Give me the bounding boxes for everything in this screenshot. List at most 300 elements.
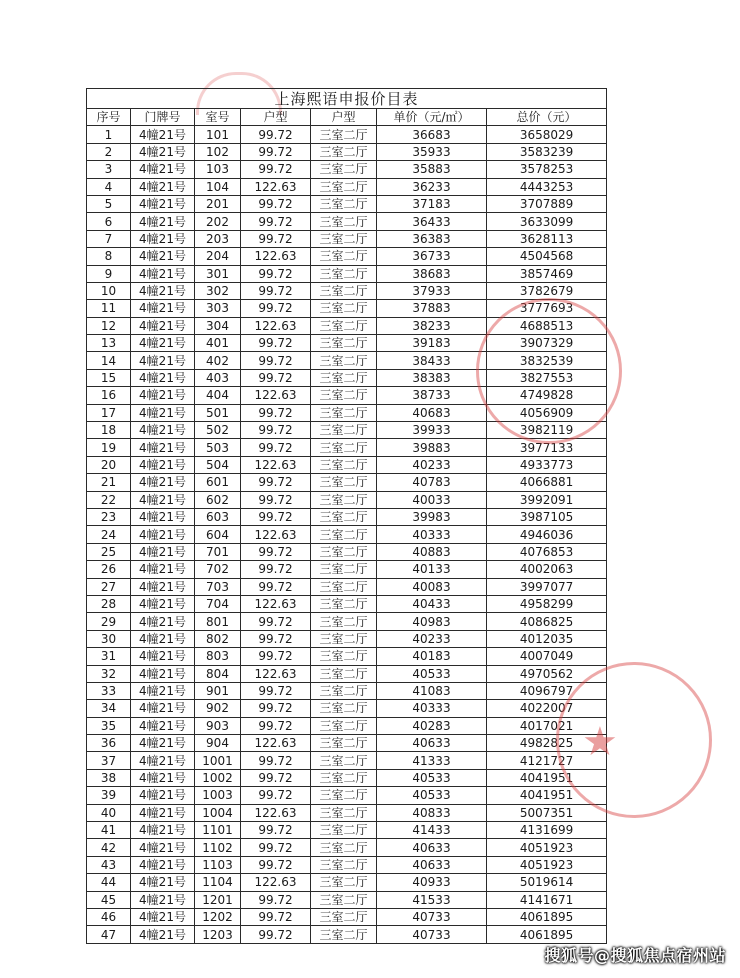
header-cell: 序号: [87, 109, 131, 126]
table-cell: 24: [87, 526, 131, 543]
table-cell: 40283: [377, 717, 487, 734]
table-cell: 三室二厅: [311, 387, 377, 404]
table-cell: 99.72: [241, 300, 311, 317]
table-cell: 99.72: [241, 856, 311, 873]
table-row: [87, 195, 607, 212]
header-cell: 单价（元/㎡）: [377, 109, 487, 126]
table-cell: 三室二厅: [311, 752, 377, 769]
table-cell: 4幢21号: [131, 700, 195, 717]
table-cell: 39883: [377, 439, 487, 456]
header-cell: 户型: [311, 109, 377, 126]
table-cell: 4007049: [487, 648, 607, 665]
table-cell: 37933: [377, 282, 487, 299]
table-row: [87, 682, 607, 699]
table-cell: 三室二厅: [311, 908, 377, 925]
table-cell: 三室二厅: [311, 161, 377, 178]
table-row: [87, 369, 607, 386]
table-cell: 4幢21号: [131, 926, 195, 943]
table-cell: 3583239: [487, 143, 607, 160]
table-row: [87, 404, 607, 421]
table-cell: 40333: [377, 526, 487, 543]
table-cell: 4幢21号: [131, 578, 195, 595]
table-row: [87, 317, 607, 334]
table-cell: 4幢21号: [131, 195, 195, 212]
table-cell: 3658029: [487, 126, 607, 143]
table-cell: 204: [195, 248, 241, 265]
table-cell: 703: [195, 578, 241, 595]
table-cell: 40533: [377, 769, 487, 786]
table-row: [87, 769, 607, 786]
table-cell: 1203: [195, 926, 241, 943]
table-cell: 40733: [377, 908, 487, 925]
table-cell: 122.63: [241, 595, 311, 612]
table-cell: 901: [195, 682, 241, 699]
table-cell: 40533: [377, 787, 487, 804]
table-cell: 35883: [377, 161, 487, 178]
table-cell: 三室二厅: [311, 335, 377, 352]
table-row: [87, 630, 607, 647]
table-cell: 99.72: [241, 908, 311, 925]
table-cell: 40033: [377, 491, 487, 508]
table-row: [87, 700, 607, 717]
table-cell: 45: [87, 891, 131, 908]
table-cell: 802: [195, 630, 241, 647]
table-cell: 4幢21号: [131, 369, 195, 386]
table-cell: 三室二厅: [311, 369, 377, 386]
table-cell: 99.72: [241, 839, 311, 856]
table-cell: 99.72: [241, 352, 311, 369]
table-cell: 4056909: [487, 404, 607, 421]
table-cell: 三室二厅: [311, 648, 377, 665]
table-cell: 3982119: [487, 422, 607, 439]
table-cell: 4051923: [487, 839, 607, 856]
table-cell: 25: [87, 543, 131, 560]
table-cell: 4幢21号: [131, 717, 195, 734]
table-cell: 40433: [377, 595, 487, 612]
table-cell: 38683: [377, 265, 487, 282]
table-cell: 31: [87, 648, 131, 665]
table-cell: 99.72: [241, 491, 311, 508]
table-cell: 41: [87, 822, 131, 839]
table-cell: 3707889: [487, 195, 607, 212]
table-cell: 三室二厅: [311, 526, 377, 543]
table-cell: 40133: [377, 561, 487, 578]
table-cell: 4086825: [487, 613, 607, 630]
table-cell: 99.72: [241, 422, 311, 439]
table-cell: 122.63: [241, 526, 311, 543]
table-cell: 29: [87, 613, 131, 630]
table-cell: 28: [87, 595, 131, 612]
table-cell: 三室二厅: [311, 230, 377, 247]
table-row: [87, 335, 607, 352]
table-cell: 8: [87, 248, 131, 265]
table-cell: 4幢21号: [131, 126, 195, 143]
table-cell: 30: [87, 630, 131, 647]
table-cell: 4幢21号: [131, 682, 195, 699]
table-row: [87, 891, 607, 908]
table-cell: 三室二厅: [311, 891, 377, 908]
table-cell: 三室二厅: [311, 856, 377, 873]
table-cell: 三室二厅: [311, 456, 377, 473]
table-cell: 40633: [377, 839, 487, 856]
table-row: [87, 248, 607, 265]
title-row: [87, 89, 607, 109]
table-cell: 4幢21号: [131, 856, 195, 873]
table-cell: 40333: [377, 700, 487, 717]
header-cell: 总价（元）: [487, 109, 607, 126]
table-cell: 4幢21号: [131, 248, 195, 265]
table-cell: 3578253: [487, 161, 607, 178]
table-cell: 1001: [195, 752, 241, 769]
table-cell: 3633099: [487, 213, 607, 230]
table-cell: 4066881: [487, 474, 607, 491]
header-cell: 户型: [241, 109, 311, 126]
header-row: [87, 109, 607, 126]
table-cell: 4946036: [487, 526, 607, 543]
table-row: [87, 752, 607, 769]
table-cell: 3987105: [487, 508, 607, 525]
table-cell: 14: [87, 352, 131, 369]
table-cell: 36383: [377, 230, 487, 247]
table-cell: 122.63: [241, 804, 311, 821]
table-cell: 3827553: [487, 369, 607, 386]
table-cell: 803: [195, 648, 241, 665]
table-cell: 26: [87, 561, 131, 578]
table-cell: 122.63: [241, 456, 311, 473]
table-cell: 99.72: [241, 578, 311, 595]
table-cell: 4幢21号: [131, 161, 195, 178]
table-cell: 三室二厅: [311, 787, 377, 804]
table-cell: 4443253: [487, 178, 607, 195]
table-cell: 603: [195, 508, 241, 525]
table-cell: 3992091: [487, 491, 607, 508]
table-cell: 99.72: [241, 648, 311, 665]
table-cell: 33: [87, 682, 131, 699]
table-cell: 3977133: [487, 439, 607, 456]
table-cell: 40833: [377, 804, 487, 821]
header-cell: 室号: [195, 109, 241, 126]
table-cell: 504: [195, 456, 241, 473]
table-cell: 40083: [377, 578, 487, 595]
table-cell: 1002: [195, 769, 241, 786]
table-cell: 3: [87, 161, 131, 178]
table-row: [87, 387, 607, 404]
table-cell: 99.72: [241, 822, 311, 839]
table-cell: 103: [195, 161, 241, 178]
table-cell: 3832539: [487, 352, 607, 369]
table-cell: 4幢21号: [131, 491, 195, 508]
table-cell: 4096797: [487, 682, 607, 699]
table-cell: 三室二厅: [311, 839, 377, 856]
table-cell: 4幢21号: [131, 352, 195, 369]
table-cell: 801: [195, 613, 241, 630]
table-cell: 17: [87, 404, 131, 421]
table-cell: 3857469: [487, 265, 607, 282]
table-cell: 三室二厅: [311, 735, 377, 752]
table-cell: 4幢21号: [131, 908, 195, 925]
table-cell: 4041951: [487, 787, 607, 804]
table-cell: 7: [87, 230, 131, 247]
table-cell: 38433: [377, 352, 487, 369]
table-cell: 20: [87, 456, 131, 473]
table-cell: 99.72: [241, 682, 311, 699]
table-cell: 4幢21号: [131, 439, 195, 456]
table-cell: 11: [87, 300, 131, 317]
table-title: 上海熙语申报价目表: [87, 89, 607, 109]
table-cell: 21: [87, 474, 131, 491]
table-cell: 702: [195, 561, 241, 578]
table-row: [87, 282, 607, 299]
table-cell: 38233: [377, 317, 487, 334]
table-cell: 302: [195, 282, 241, 299]
table-row: [87, 161, 607, 178]
table-cell: 三室二厅: [311, 804, 377, 821]
table-cell: 三室二厅: [311, 700, 377, 717]
table-cell: 4012035: [487, 630, 607, 647]
table-cell: 4幢21号: [131, 178, 195, 195]
table-row: [87, 265, 607, 282]
table-cell: 三室二厅: [311, 543, 377, 560]
table-cell: 41083: [377, 682, 487, 699]
table-cell: 36733: [377, 248, 487, 265]
table-row: [87, 561, 607, 578]
table-cell: 804: [195, 665, 241, 682]
table-cell: 4幢21号: [131, 265, 195, 282]
table-cell: 36433: [377, 213, 487, 230]
table-cell: 三室二厅: [311, 317, 377, 334]
table-cell: 4幢21号: [131, 335, 195, 352]
table-row: [87, 352, 607, 369]
table-cell: 38733: [377, 387, 487, 404]
table-cell: 三室二厅: [311, 248, 377, 265]
table-cell: 99.72: [241, 508, 311, 525]
table-row: [87, 508, 607, 525]
table-cell: 10: [87, 282, 131, 299]
table-cell: 101: [195, 126, 241, 143]
table-cell: 99.72: [241, 891, 311, 908]
table-cell: 4幢21号: [131, 665, 195, 682]
table-cell: 4幢21号: [131, 769, 195, 786]
table-row: [87, 787, 607, 804]
table-cell: 2: [87, 143, 131, 160]
table-cell: 三室二厅: [311, 561, 377, 578]
table-cell: 37883: [377, 300, 487, 317]
table-cell: 35: [87, 717, 131, 734]
table-cell: 4幢21号: [131, 143, 195, 160]
table-cell: 1201: [195, 891, 241, 908]
table-cell: 99.72: [241, 769, 311, 786]
table-row: [87, 874, 607, 891]
table-row: [87, 613, 607, 630]
table-cell: 4幢21号: [131, 230, 195, 247]
table-cell: 三室二厅: [311, 665, 377, 682]
price-table-sheet: [86, 88, 606, 944]
table-cell: 122.63: [241, 874, 311, 891]
table-cell: 6: [87, 213, 131, 230]
table-row: [87, 926, 607, 943]
table-cell: 37183: [377, 195, 487, 212]
table-cell: 301: [195, 265, 241, 282]
table-row: [87, 648, 607, 665]
table-row: [87, 543, 607, 560]
table-cell: 38: [87, 769, 131, 786]
table-cell: 203: [195, 230, 241, 247]
table-cell: 三室二厅: [311, 717, 377, 734]
table-cell: 122.63: [241, 178, 311, 195]
table-row: [87, 856, 607, 873]
table-row: [87, 526, 607, 543]
table-cell: 40533: [377, 665, 487, 682]
table-cell: 4幢21号: [131, 804, 195, 821]
table-cell: 303: [195, 300, 241, 317]
table-cell: 3777693: [487, 300, 607, 317]
table-cell: 604: [195, 526, 241, 543]
table-cell: 三室二厅: [311, 213, 377, 230]
table-cell: 4970562: [487, 665, 607, 682]
table-cell: 99.72: [241, 143, 311, 160]
table-cell: 1101: [195, 822, 241, 839]
table-cell: 4幢21号: [131, 561, 195, 578]
table-cell: 122.63: [241, 387, 311, 404]
table-row: [87, 456, 607, 473]
table-cell: 4: [87, 178, 131, 195]
table-row: [87, 665, 607, 682]
table-row: [87, 839, 607, 856]
table-cell: 12: [87, 317, 131, 334]
table-body: [87, 126, 607, 943]
table-cell: 39183: [377, 335, 487, 352]
table-cell: 4幢21号: [131, 282, 195, 299]
table-cell: 16: [87, 387, 131, 404]
table-cell: 三室二厅: [311, 178, 377, 195]
table-cell: 40183: [377, 648, 487, 665]
source-watermark: 搜狐号@搜狐焦点宿州站: [544, 946, 726, 965]
table-cell: 4141671: [487, 891, 607, 908]
table-row: [87, 474, 607, 491]
table-cell: 三室二厅: [311, 874, 377, 891]
table-cell: 4982825: [487, 735, 607, 752]
table-cell: 36233: [377, 178, 487, 195]
table-cell: 三室二厅: [311, 508, 377, 525]
table-cell: 41433: [377, 822, 487, 839]
table-cell: 902: [195, 700, 241, 717]
table-row: [87, 143, 607, 160]
table-cell: 704: [195, 595, 241, 612]
table-cell: 5007351: [487, 804, 607, 821]
table-cell: 18: [87, 422, 131, 439]
table-cell: 32: [87, 665, 131, 682]
table-cell: 4131699: [487, 822, 607, 839]
table-cell: 99.72: [241, 230, 311, 247]
table-cell: 4002063: [487, 561, 607, 578]
table-cell: 99.72: [241, 926, 311, 943]
table-cell: 4幢21号: [131, 839, 195, 856]
table-cell: 三室二厅: [311, 265, 377, 282]
table-cell: 4121727: [487, 752, 607, 769]
table-cell: 99.72: [241, 561, 311, 578]
table-cell: 三室二厅: [311, 578, 377, 595]
table-cell: 99.72: [241, 787, 311, 804]
table-cell: 43: [87, 856, 131, 873]
table-cell: 99.72: [241, 439, 311, 456]
table-cell: 501: [195, 404, 241, 421]
table-cell: 122.63: [241, 248, 311, 265]
table-cell: 42: [87, 839, 131, 856]
table-cell: 99.72: [241, 474, 311, 491]
table-cell: 三室二厅: [311, 595, 377, 612]
table-cell: 4061895: [487, 926, 607, 943]
table-cell: 三室二厅: [311, 404, 377, 421]
table-cell: 三室二厅: [311, 439, 377, 456]
table-cell: 3782679: [487, 282, 607, 299]
table-cell: 1102: [195, 839, 241, 856]
table-cell: 三室二厅: [311, 822, 377, 839]
table-cell: 102: [195, 143, 241, 160]
table-cell: 23: [87, 508, 131, 525]
table-cell: 4933773: [487, 456, 607, 473]
table-cell: 5: [87, 195, 131, 212]
table-cell: 40: [87, 804, 131, 821]
table-cell: 44: [87, 874, 131, 891]
table-cell: 4幢21号: [131, 648, 195, 665]
header-cell: 门牌号: [131, 109, 195, 126]
table-cell: 40733: [377, 926, 487, 943]
table-cell: 99.72: [241, 126, 311, 143]
table-cell: 4076853: [487, 543, 607, 560]
table-row: [87, 126, 607, 143]
table-cell: 4504568: [487, 248, 607, 265]
table-cell: 15: [87, 369, 131, 386]
table-cell: 37: [87, 752, 131, 769]
table-row: [87, 300, 607, 317]
table-row: [87, 908, 607, 925]
table-cell: 4幢21号: [131, 526, 195, 543]
table-cell: 40983: [377, 613, 487, 630]
table-cell: 4688513: [487, 317, 607, 334]
table-cell: 三室二厅: [311, 682, 377, 699]
table-cell: 402: [195, 352, 241, 369]
table-row: [87, 213, 607, 230]
table-cell: 601: [195, 474, 241, 491]
table-cell: 99.72: [241, 613, 311, 630]
table-cell: 46: [87, 908, 131, 925]
table-cell: 39933: [377, 422, 487, 439]
table-cell: 4幢21号: [131, 387, 195, 404]
table-cell: 三室二厅: [311, 126, 377, 143]
table-cell: 4749828: [487, 387, 607, 404]
table-cell: 4061895: [487, 908, 607, 925]
table-cell: 4幢21号: [131, 735, 195, 752]
table-cell: 201: [195, 195, 241, 212]
table-cell: 304: [195, 317, 241, 334]
table-cell: 4958299: [487, 595, 607, 612]
table-cell: 503: [195, 439, 241, 456]
table-cell: 三室二厅: [311, 195, 377, 212]
table-cell: 4幢21号: [131, 404, 195, 421]
price-table: [86, 88, 607, 944]
table-cell: 39983: [377, 508, 487, 525]
table-cell: 4幢21号: [131, 787, 195, 804]
table-row: [87, 491, 607, 508]
table-cell: 99.72: [241, 404, 311, 421]
table-cell: 4017021: [487, 717, 607, 734]
table-cell: 40933: [377, 874, 487, 891]
table-cell: 4幢21号: [131, 213, 195, 230]
table-cell: 1104: [195, 874, 241, 891]
seal-star-icon: ★: [582, 719, 618, 765]
table-cell: 1003: [195, 787, 241, 804]
table-cell: 104: [195, 178, 241, 195]
